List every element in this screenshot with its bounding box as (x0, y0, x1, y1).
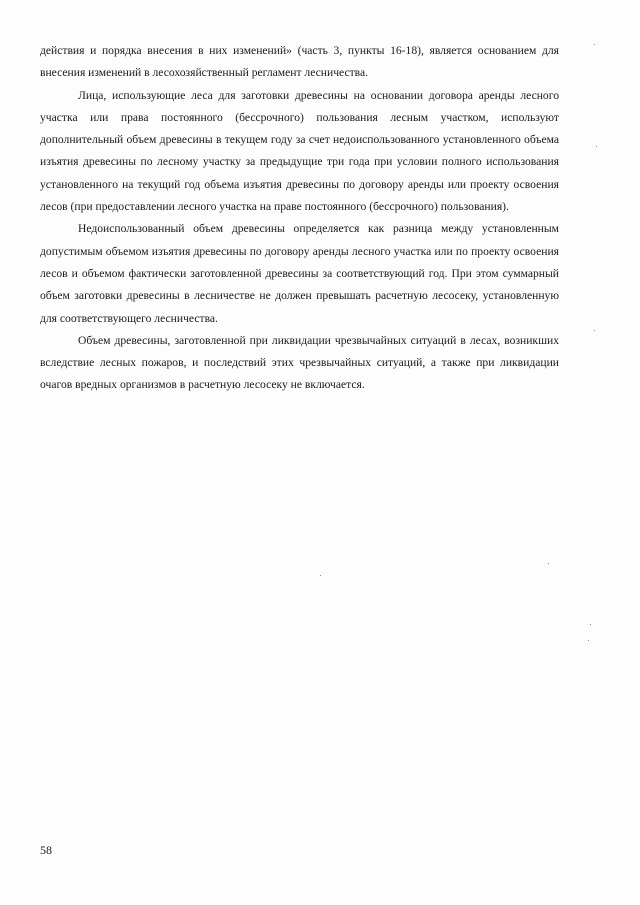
paragraph-underused-volume: Недоиспользованный объем древесины определяется как разница между установленным допустимым объемом изъятия древесины по договору аренды лесного участка или по проекту освоения лесов и объемом фактически заготовленной древесины за соответствующий год. При этом суммарный объем заготовки древесины в лесничестве не должен превышать расчетную лесосеку, установленную для соответствующего лесничества. (40, 222, 559, 325)
scan-speck (548, 563, 549, 564)
scan-speck (596, 146, 597, 147)
page-number: 58 (40, 843, 52, 857)
scan-speck (320, 575, 321, 576)
scan-speck (588, 640, 589, 641)
scan-speck (594, 44, 595, 45)
scan-speck (590, 624, 591, 625)
paragraph-lease-usage: Лица, использующие леса для заготовки древесины на основании договора аренды лесного участка или права постоянного (бессрочного) пользования лесным участком, используют дополнительный объем древесины в текущем году за счет недоиспользованного установленного объема изъятия древесины по лесному участку за предыдущие три года при условии полного использования установленного на текущий год объема изъятия древесины по договору аренды или проекту освоения лесов (при предоставлении лесного участка на праве постоянного (бессрочного) пользования). (40, 88, 559, 214)
scan-speck (594, 330, 595, 331)
body-text (40, 40, 559, 397)
paragraph-continuation: действия и порядка внесения в них изменений» (часть 3, пункты 16-18), является основанием для внесения изменений в лесохозяйственный регламент лесничества. (40, 44, 559, 80)
paragraph-emergency-volume: Объем древесины, заготовленной при ликвидации чрезвычайных ситуаций в лесах, возникших вследствие лесных пожаров, и последствий этих чрезвычайных ситуаций, а также при ликвидации очагов вредных организмов в расчетную лесосеку не включается. (40, 333, 559, 392)
